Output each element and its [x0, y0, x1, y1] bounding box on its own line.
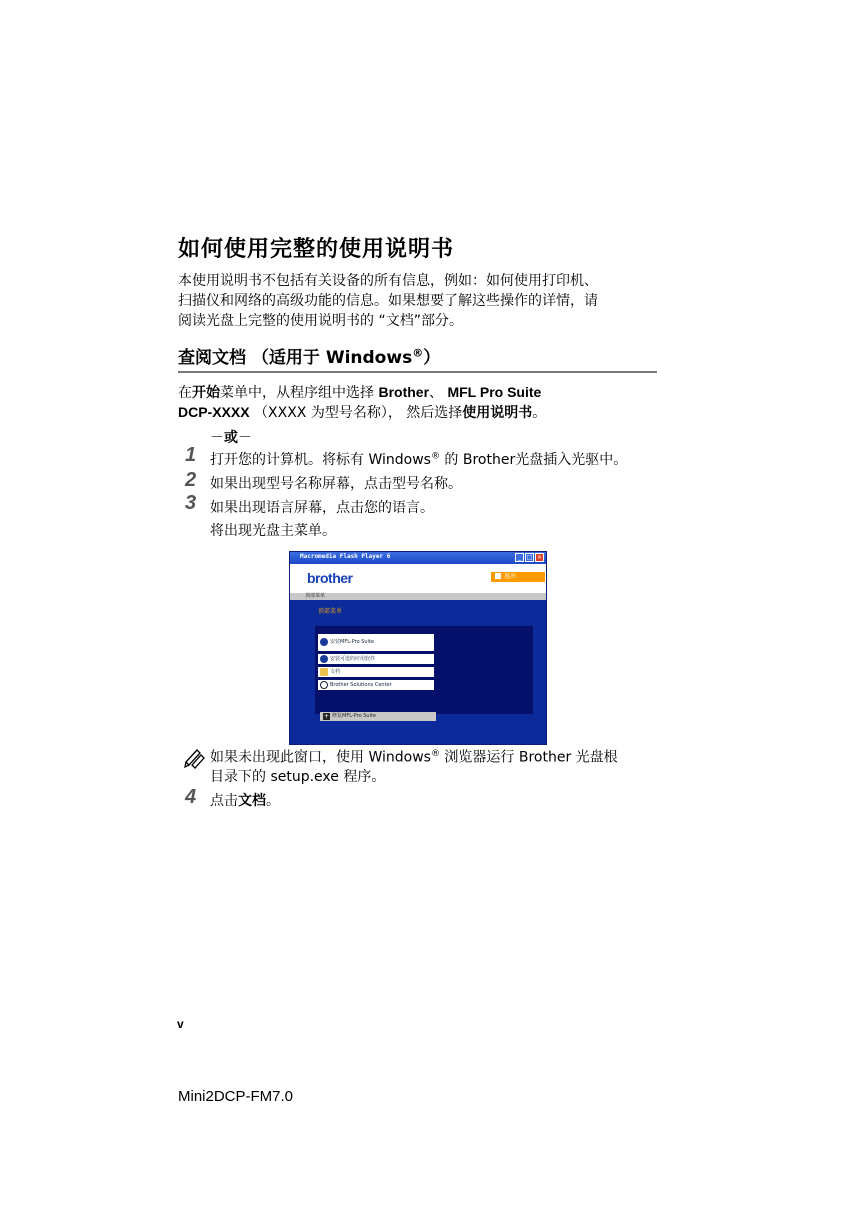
note-line-1 [210, 745, 618, 768]
brother-logo: brother [307, 570, 353, 586]
instruction-line-2 [178, 403, 546, 423]
step-text-2: 如果出现型号名称屏幕，点击型号名称。 [210, 476, 462, 492]
menu-item-label: 安装MFL-Pro Suite [330, 639, 374, 645]
instruction-paragraph [178, 383, 546, 423]
plus-icon: + [323, 713, 330, 720]
text: 的 Brother光盘插入光驱中。 [439, 452, 628, 468]
step-number-4: 4 [185, 786, 197, 808]
page-number: v [177, 1017, 184, 1031]
dash: － [238, 430, 252, 446]
exit-button[interactable] [491, 572, 545, 582]
text: 、 [429, 385, 448, 401]
intro-paragraph [178, 271, 668, 331]
document-icon [320, 668, 328, 676]
menu-item-documentation[interactable] [318, 667, 434, 677]
note-pencil-icon [183, 747, 207, 769]
note-text [210, 745, 618, 787]
mfl-pro-suite-label: MFL Pro Suite [447, 384, 542, 400]
repair-label: 修复MFL-Pro Suite [332, 713, 376, 719]
registered-mark: ® [430, 749, 440, 759]
user-guide-label: 使用说明书 [462, 404, 533, 420]
text: 点击 [210, 793, 238, 809]
footer-code: Mini2DCP-FM7.0 [178, 1088, 294, 1105]
repair-mfl-button[interactable] [320, 712, 436, 721]
menu-panel [315, 626, 533, 714]
logo-bar [290, 564, 546, 593]
step-3-followup: 将出现光盘主菜单。 [210, 523, 336, 539]
intro-line-2: 扫描仪和网络的高级功能的信息。如果想要了解这些操作的详情，请 [178, 293, 598, 309]
or-separator [210, 427, 252, 447]
registered-mark: ® [412, 346, 424, 360]
text: 浏览器运行 Brother 光盘根 [439, 749, 618, 766]
page-title: 如何使用完整的使用说明书 [178, 237, 455, 262]
window-title: Macromedia Flash Player 6 [300, 553, 391, 560]
brother-label: Brother [378, 384, 430, 400]
menu-item-install-mfl[interactable] [318, 634, 434, 651]
or-word: 或 [224, 430, 238, 446]
step-number-2: 2 [185, 469, 197, 491]
section-title [178, 343, 440, 368]
step-text-3: 如果出现语言屏幕，点击您的语言。 [210, 500, 434, 516]
main-menu-label: 顶部菜单 [318, 608, 343, 615]
menu-item-label: 安装可选的应用软件 [330, 656, 376, 662]
step-text-1 [210, 449, 627, 469]
cd-menu-screenshot [289, 551, 547, 745]
top-menu-bar[interactable]: 顶部菜单 [290, 593, 546, 600]
text: 。 [532, 405, 547, 421]
menu-item-optional-apps[interactable] [318, 654, 434, 664]
section-title-close: ） [423, 348, 441, 368]
documentation-label: 文档 [238, 793, 266, 809]
text: 打开您的计算机。将标有 Windows [210, 452, 431, 468]
exit-label: 退出 [504, 573, 517, 580]
text: （XXXX 为型号名称）， 然后选择 [249, 405, 463, 421]
globe-icon [320, 655, 328, 663]
menu-item-solutions-center[interactable] [318, 680, 434, 690]
intro-line-1: 本使用说明书不包括有关设备的所有信息，例如：如何使用打印机、 [178, 273, 598, 289]
step-number-3: 3 [185, 492, 197, 514]
dash: － [210, 430, 224, 446]
menu-item-label: Brother Solutions Center [330, 682, 392, 688]
menu-item-label: 文档 [330, 669, 341, 675]
section-rule [178, 371, 657, 373]
maximize-icon[interactable]: □ [526, 554, 533, 561]
intro-line-3: 阅读光盘上完整的使用说明书的 “文档”部分。 [178, 313, 463, 329]
exit-icon [495, 573, 501, 579]
section-title-text: 查阅文档 （适用于 Windows [178, 348, 413, 368]
minimize-icon[interactable]: _ [515, 553, 524, 562]
note-line-2: 目录下的 setup.exe 程序。 [210, 768, 386, 785]
model-label: DCP-XXXX [178, 404, 250, 420]
text: 。 [266, 793, 280, 809]
text: 在 [178, 385, 192, 401]
close-icon[interactable]: × [536, 554, 543, 561]
text: 如果未出现此窗口，使用 Windows [210, 749, 431, 766]
step-text-4 [210, 790, 280, 810]
step-number-1: 1 [185, 444, 197, 466]
instruction-line-1 [178, 383, 546, 403]
window-titlebar [290, 552, 546, 564]
registered-mark: ® [430, 451, 440, 462]
text: 菜单中，从程序组中选择 [220, 385, 379, 401]
solutions-icon [320, 681, 328, 689]
start-menu-label: 开始 [192, 384, 220, 400]
globe-icon [320, 638, 328, 646]
